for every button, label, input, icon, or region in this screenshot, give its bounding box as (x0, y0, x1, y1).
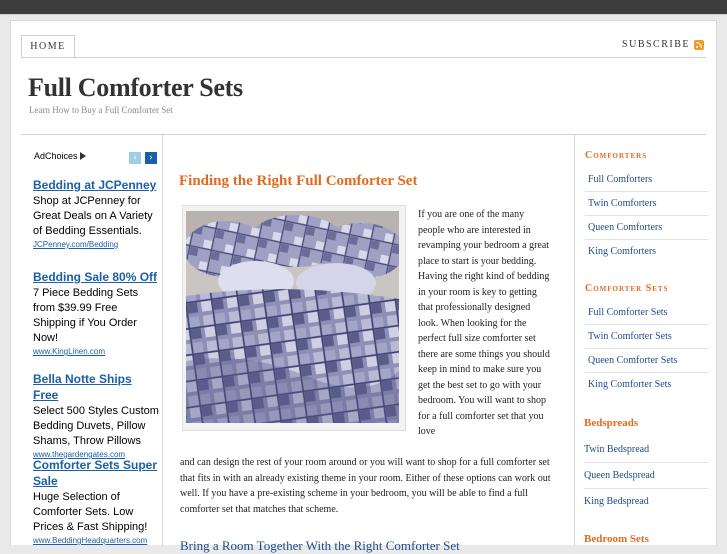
adchoices-label: AdChoices (34, 151, 78, 161)
subscribe-label: SUBSCRIBE (622, 39, 690, 50)
sidebar-link[interactable]: King Comforters (588, 246, 657, 257)
ad-prev-button[interactable] (129, 152, 141, 164)
chevron-right-icon: › (149, 153, 153, 163)
sidebar-link[interactable]: Twin Comforter Sets (588, 331, 672, 342)
ad-column (21, 135, 162, 546)
sidebar-link[interactable]: Queen Comforters (588, 222, 663, 233)
ad-title-link[interactable]: Comforter Sets Super Sale (33, 458, 158, 488)
page-container (10, 20, 717, 553)
chevron-left-icon: ‹ (133, 153, 137, 163)
ad-title-link[interactable]: Bedding at JCPenney (33, 178, 157, 192)
list-item (584, 463, 708, 489)
ad-body: Huge Selection of Comforter Sets. Low Prices & Fast Shipping! (33, 491, 148, 533)
sidebar-heading-bedroom-sets: Bedroom Sets (584, 533, 649, 545)
home-link[interactable]: HOME (30, 41, 66, 52)
top-bar-line (0, 14, 727, 15)
ad-item (33, 269, 159, 358)
ad-title-link[interactable]: Bedding Sale 80% Off (33, 270, 158, 284)
ad-item (33, 371, 159, 461)
adchoices-icon (80, 152, 86, 160)
list-item (585, 373, 708, 396)
sidebar-link[interactable]: King Comforter Sets (588, 379, 672, 390)
post-text-float: If you are one of the many people who are interested in revamping your bedroom a great place to start is your bedding. Having the right kind of bedding in your room is key to getting that professionally designed look. When looking for the perfect full size comforter set there are some things you should keep in mind to make sure you get the best set to go with your bedroom. You will want to shop for a full comforter set that you love (418, 209, 550, 437)
list-item (585, 325, 708, 349)
sidebar-link[interactable]: Twin Bedspread (584, 444, 650, 455)
rss-icon (694, 40, 704, 50)
main-content (163, 135, 573, 553)
sidebar-heading-comforter-sets: Comforter Sets (585, 283, 669, 294)
sidebar (575, 135, 706, 546)
ad-item (33, 457, 159, 547)
site-tagline: Learn How to Buy a Full Comforter Set (29, 105, 173, 115)
site-title[interactable]: Full Comforter Sets (28, 73, 243, 102)
sidebar-link[interactable]: Queen Comforter Sets (588, 355, 678, 366)
sidebar-list-comforter-sets (585, 301, 708, 396)
ad-url-link[interactable]: www.KingLinen.com (33, 347, 106, 356)
adchoices-link[interactable] (34, 151, 86, 161)
nav-tab (21, 35, 75, 58)
list-item (584, 437, 708, 463)
sidebar-link[interactable]: Queen Bedspread (584, 470, 655, 481)
sidebar-link[interactable]: Full Comforters (588, 174, 653, 185)
header-divider (21, 57, 706, 58)
sidebar-link[interactable]: King Bedspread (584, 496, 649, 507)
list-item (585, 349, 708, 373)
sidebar-heading-comforters: Comforters (585, 150, 648, 161)
ad-body: 7 Piece Bedding Sets from $39.99 Free Shipping if You Order Now! (33, 287, 139, 344)
list-item (585, 216, 708, 240)
post-text-continued: and can design the rest of your room around or you will want to shop for a full comforter set that fits in with an already existing theme in your room. Either of these options can work out well. If you have a pre-existing scheme in your bedroom, you will be able to find a full comforter set that matches that scheme. (180, 457, 551, 515)
ad-url-link[interactable]: JCPenney.com/Bedding (33, 240, 119, 249)
sidebar-list-bedspreads (584, 437, 708, 514)
sidebar-link[interactable]: Full Comforter Sets (588, 307, 668, 318)
sidebar-list-comforters (585, 168, 708, 263)
list-item (585, 301, 708, 325)
sidebar-heading-bedspreads: Bedspreads (584, 417, 639, 429)
top-bar (0, 0, 727, 14)
post-subheading: Bring a Room Together With the Right Comforter Set (180, 538, 460, 553)
list-item (584, 489, 708, 514)
ad-url-link[interactable]: www.BeddingHeadquarters.com (33, 536, 148, 545)
list-item (585, 240, 708, 263)
comforter-photo (186, 211, 399, 423)
subscribe-link[interactable] (622, 39, 704, 50)
ad-body: Shop at JCPenney for Great Deals on A Variety of Bedding Essentials. (33, 195, 153, 237)
ad-body: Select 500 Styles Custom Bedding Duvets, Pillow Shams, Throw Pillows (33, 405, 159, 447)
post-title[interactable]: Finding the Right Full Comforter Set (179, 173, 418, 189)
list-item (585, 168, 708, 192)
ad-item (33, 177, 159, 251)
ad-url-link[interactable]: www.thegardengates.com (33, 450, 126, 459)
list-item (585, 192, 708, 216)
post-image-frame (182, 205, 406, 431)
ad-next-button[interactable] (145, 152, 157, 164)
sidebar-link[interactable]: Twin Comforters (588, 198, 657, 209)
ad-title-link[interactable]: Bella Notte Ships Free (33, 372, 132, 402)
